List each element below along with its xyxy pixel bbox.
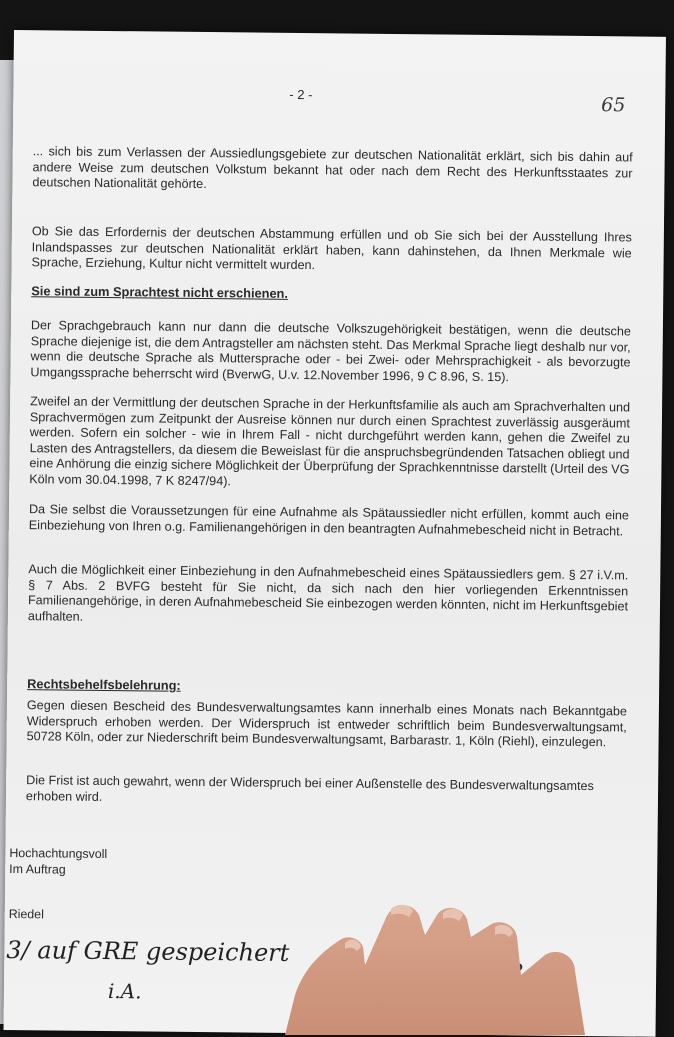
document-page [4, 30, 666, 1037]
paragraph-6: Auch die Möglichkeit einer Einbeziehung in den Aufnahmebescheid eines Spätaussiedlers gem. § 27 i.V.m. § 7 Abs. 2 BVFG besteht für Sie nicht, da sich nach den hier vorliegenden Erkenntnissen Familienangehörige, in deren Aufnahmebescheid Sie einbezogen werden könnten, nicht im Herkunftsgebiet aufhalten. [27, 562, 629, 624]
heading-rechtsbehelf: Rechtsbehelfsbelehrung: [27, 676, 181, 693]
paragraph-7: Gegen diesen Bescheid des Bundesverwaltungsamtes kann innerhalb eines Monats nach Bekanntgabe Widerspruch erhoben werden. Der Widerspruch ist entweder schriftlich beim Bundesverwaltungsamt, 50728 Köln, oder zur Niederschrift beim Bundesverwaltungsamt, Barbarastr. 1, Köln (Riehl), einzulegen. [26, 698, 627, 750]
paragraph-4: Zweifel an der Vermittlung der deutschen Sprache in der Herkunftsfamilie als auch am Sprachverhalten und Sprachvermögen zum Zeitpunkt der Ausreise können nur durch einen Sprachtest zuverlässig ausgeräumt werden. Sofern ein solcher - wie in Ihrem Fall - nicht durchgeführt werden kann, gehen die Zweifel zu Lasten des Antragstellers, da diesem die Beweislast für die anspruchsbegründenden Tatsachen obliegt und eine Anhörung die einzig sichere Möglichkeit der Überprüfung der Sprachkenntnisse darstellt (Urteil des VG Köln vom 30.04.1998, 7 K 8247/94). [29, 394, 631, 489]
signature-on-behalf: Im Auftrag [9, 861, 66, 877]
handwritten-initials: i.A. [107, 979, 142, 1004]
paragraph-2: Ob Sie das Erfordernis der deutschen Abstammung erfüllen und ob Sie sich bei der Ausstellung Ihres Inlandspasses zur deutschen Nationalität erklärt haben, kann dahinstehen, da Ihnen Merkmale wie Sprache, Erziehung, Kultur nicht vermittelt wurden. [31, 224, 632, 273]
hand-photo-overlay [285, 895, 585, 1035]
signature-name: Riedel [8, 906, 44, 922]
handwritten-note: 3/ auf GRE gespeichert [6, 935, 290, 967]
paragraph-3: Der Sprachgebrauch kann nur dann die deutsche Volkszugehörigkeit bestätigen, wenn die deutsche Sprache diejenige ist, die dem Antragsteller am nächsten steht. Das Merkmal Sprache liegt deshalb nur vor, wenn die deutsche Sprache als Muttersprache oder - bei Zwei- oder Mehrsprachigkeit - als bevorzugte Umgangssprache beherrscht wird (BverwG, U.v. 12.November 1996, 9 C 8.96, S. 15). [30, 318, 631, 384]
signature-closing: Hochachtungsvoll [9, 845, 108, 862]
page-number: - 2 - [289, 86, 313, 103]
heading-sprachtest: Sie sind zum Sprachtest nicht erschienen. [31, 283, 289, 301]
handwritten-page-number: 65 [601, 94, 626, 117]
paragraph-1: ... sich bis zum Verlassen der Aussiedlungsgebiete zur deutschen Nationalität erklärt, sich bis dahin auf andere Weise zum deutschen Volkstum bekannt hat oder nach dem Recht des Herkunftsstaates zur deutschen Nationalität gehörte. [32, 144, 633, 192]
paragraph-8: Die Frist ist auch gewahrt, wenn der Widerspruch bei einer Außenstelle des Bundesverwaltungsamtes erhoben wird. [25, 773, 594, 804]
paragraph-5: Da Sie selbst die Voraussetzungen für eine Aufnahme als Spätaussiedler nicht erfüllen, kommt auch eine Einbeziehung von Ihren o.g. Familienangehörigen in den beantragten Aufnahmebescheid nicht in Betracht. [28, 502, 630, 539]
